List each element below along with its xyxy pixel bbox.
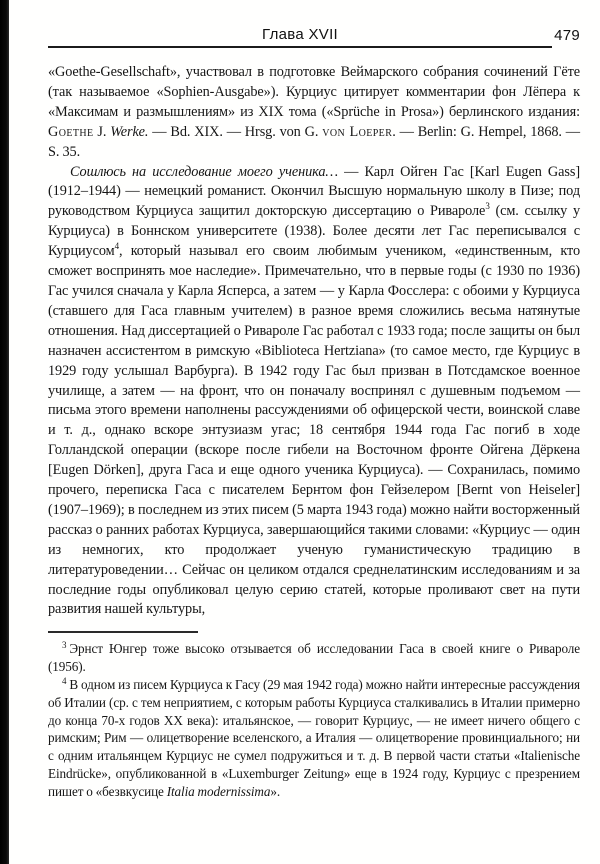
text-run: , который называл его своим любимым учеником, «единственным, кто сможет воспринять мое наследие». Примечательно, что в первые годы (с 1930 по 1936) Гас учился сначала у Карла Ясперса, а затем — у Карла Фосслера: с обоими у Курциуса (ставшего для Гаса главным учителем) в разное время сложились весьма натянутые отношения. Над диссертацией о Ривароле Гас работал с 1933 года; после защиты он был назначен ассистентом в римскую «Biblioteca Hertziana» (то самое место, где Курциус в 1929 году услышал Варбурга). В 1942 году Гас был призван в Потсдамское военное училище, а затем — на фронт, что он поначалу воспринял с душевным подъемом — письма этого времени наполнены рассуждениями об офицерской чести, воинской славе и т. д., однако вскоре энтузиазм угас; 18 сентября 1944 года Гас погиб в ходе Голландской операции (вскоре после гибели на Восточном фронте Ойгена Дёркена [Eugen Dörken], друга Гаса и еще одного ученика Курциуса). — Сохранилась, помимо прочего, переписка Гаса с писателем Бернтом фон Гейзелером [Bernt von Heiseler] (1907–1969); в последнем из этих писем (5 марта 1943 года) можно найти восторженный рассказ о ранних работах Курциуса, завершающийся такими словами: «Курциус — один из немногих, кто продолжает ученую гуманистическую традицию в литературоведении… Сейчас он целиком отдался среднелатинским исследованиям и за последние годы опубликовал целую серию статей, которые проливают свет на пути развития нашей культуры, — [48, 243, 580, 618]
text-run: — Bd. XIX. — Hrsg. von G. — [148, 123, 323, 140]
running-header — [48, 26, 580, 48]
editor-name-smallcaps: von Loeper — [322, 123, 393, 140]
footnote-ref-3: 3 — [485, 201, 490, 212]
footnote-4 — [48, 676, 580, 801]
header-rule — [48, 26, 552, 48]
footnote-marker-4: 4 — [62, 675, 67, 686]
footnote-text: Эрнст Юнгер тоже высоко отзывается об исследовании Гаса в своей книге о Ривароле (1956). — [48, 641, 580, 675]
scan-edge — [0, 0, 9, 864]
text-run: J. — [93, 123, 111, 140]
text-run: . — Berlin: G. Hempel, 1868. — S. 35. — [48, 123, 580, 160]
chapter-title: Глава XVII — [261, 26, 339, 43]
footnote-ref-4: 4 — [114, 241, 119, 252]
phrase-italic: Italia modernissima — [166, 783, 271, 799]
author-name-smallcaps: Goethe — [48, 123, 94, 140]
book-title-italic: Werke. — [110, 123, 149, 140]
text-run: (см. ссылку у Курциуса) в Боннском университете (1938). Более десяти лет Гас переписывался с Курциусом — [48, 203, 581, 260]
footnote-separator — [48, 631, 198, 633]
page-number: 479 — [554, 27, 580, 44]
footnote-marker-3: 3 — [62, 639, 67, 650]
text-run: «Goethe-Gesellschaft», участвовал в подготовке Веймарского собрания сочинений Гёте (так называемое «Sophien-Ausgabe»). Курциус цитирует комментарии фон Лёпера к «Максимам и размышлениям» из XIX тома («Sprüche in Prosa») берлинского издания: — [48, 64, 580, 120]
footnote-text: В одном из писем Курциуса к Гасу (29 мая 1942 года) можно найти интересные рассуждения об Италии (ср. с тем неприятием, с которым работы Курциуса сталкивались в Италии примерно до конца 70-х годов XX века): итальянское, — говорит Курциус, — не имеет ничего общего с римским; Рим — олицетворение вселенского, а Италия — олицетворение провинциального; ни с одним итальянцем Курциус не сумел подружиться и т. д. В первой части статьи «Italienische Eindrücke», опубликованной в «Luxemburger Zeitung» еще в 1924 году, Курциус с презрением пишет о «безвкусице — [48, 676, 580, 799]
footnote-3 — [48, 640, 580, 676]
page-content — [48, 26, 580, 801]
text-run: — Карл Ойген Гас [Karl Eugen Gass] (1912–1944) — немецкий романист. Окончил Высшую нормальную школу в Пизе; под руководством Курциуса защитил докторскую диссертацию о Ривароле — [48, 163, 580, 220]
paragraph-commentary — [48, 163, 580, 621]
footnote-text: ». — [270, 783, 281, 799]
paragraph-bibliography — [48, 63, 580, 163]
lemma-italic: Сошлюсь на исследование моего ученика… — [70, 163, 339, 180]
